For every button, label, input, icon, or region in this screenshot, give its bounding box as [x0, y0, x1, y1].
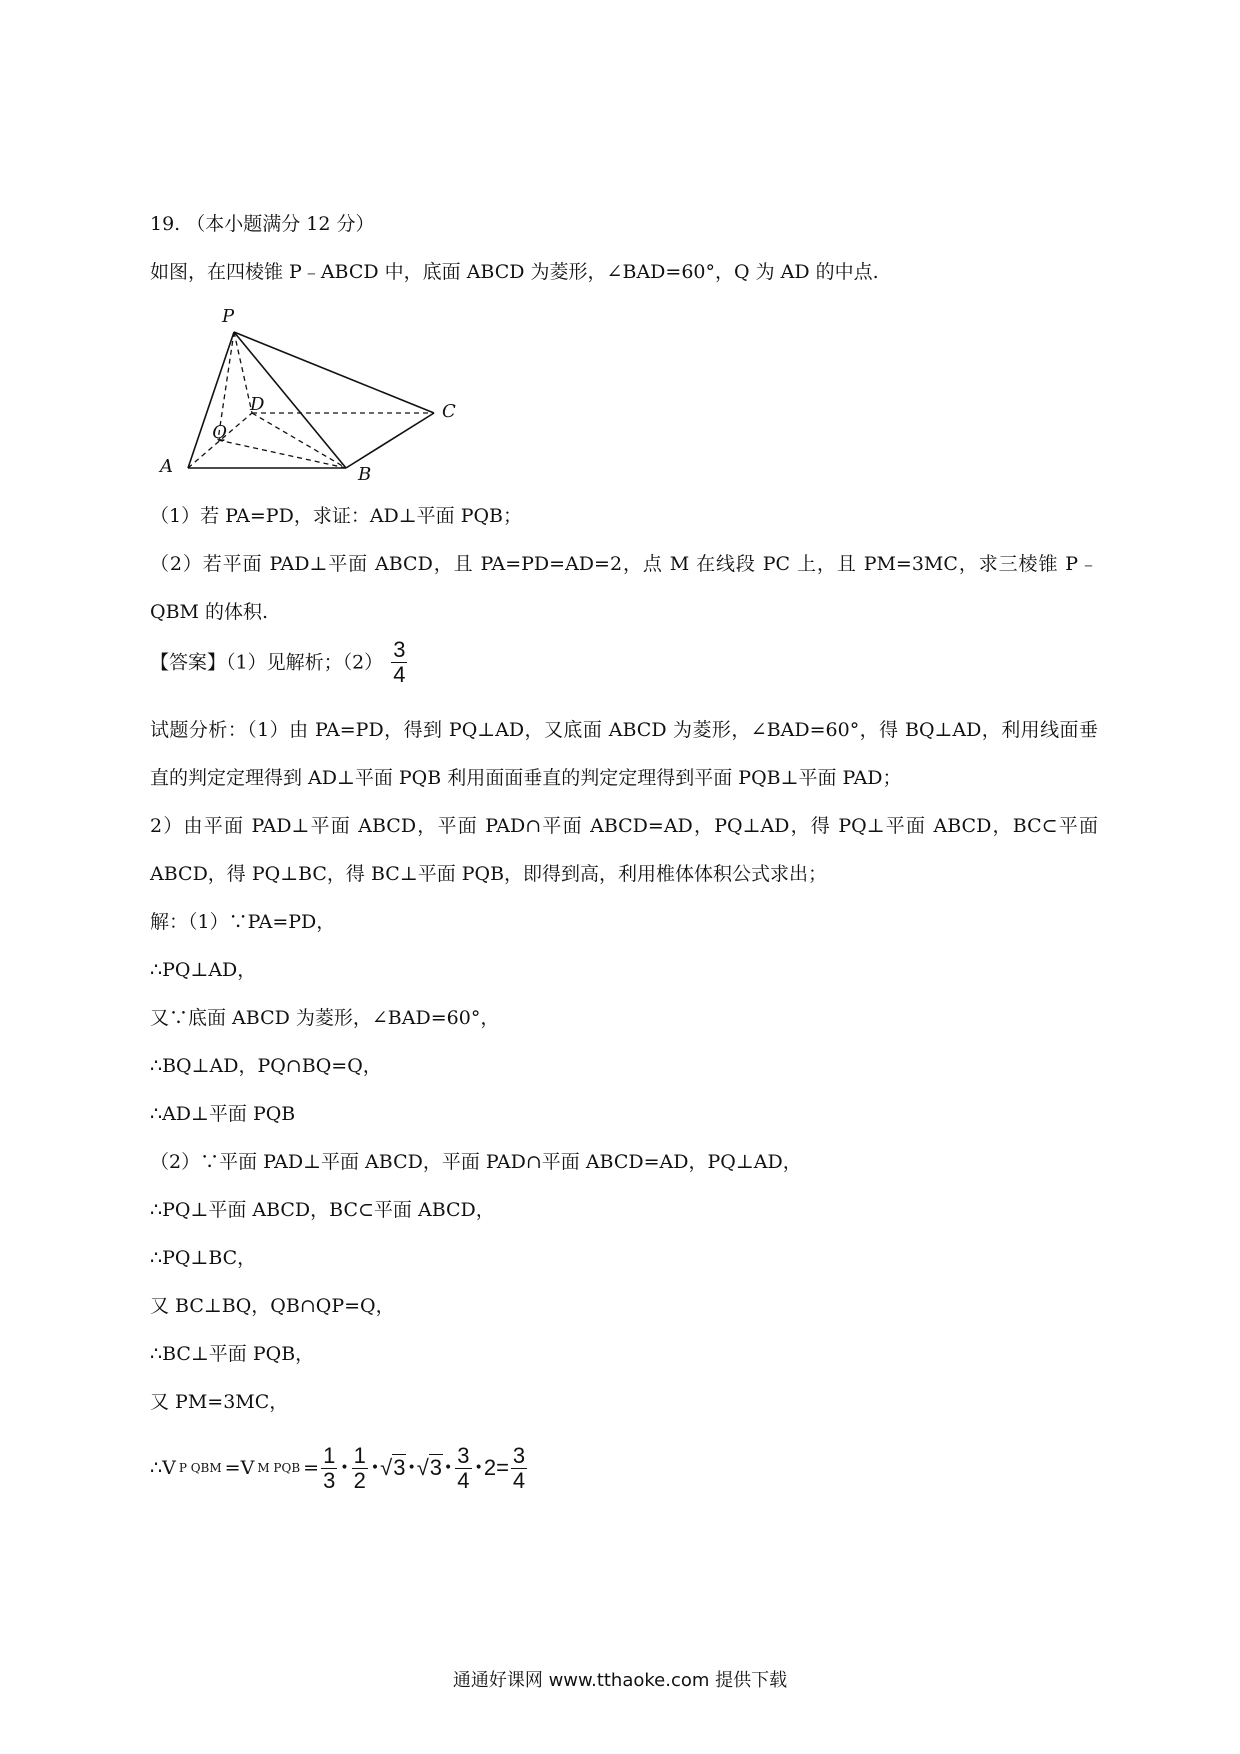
- formula-eq-3: =: [496, 1455, 509, 1480]
- volume-formula: [150, 1438, 529, 1498]
- formula-dot-4: •: [444, 1460, 453, 1476]
- answer-frac-den: 4: [393, 662, 406, 687]
- sqrt-radicand: 3: [429, 1455, 443, 1480]
- vertex-label-c: C: [442, 401, 456, 422]
- vertex-label-p: P: [222, 306, 235, 327]
- answer-line: [150, 638, 409, 687]
- solution-line-4: ∴BQ⊥AD，PQ∩BQ=Q，: [150, 1055, 382, 1077]
- sqrt-sign: √: [380, 1455, 393, 1480]
- analysis-para-1: 试题分析：（1）由 PA=PD，得到 PQ⊥AD，又底面 ABCD 为菱形，∠BAD=60°，得 BQ⊥AD，利用线面垂直的判定定理得到 AD⊥平面 PQB 利用面面垂直的判定定理得到平面 PQB⊥平面 PAD；: [150, 719, 1098, 789]
- solution-line-9: 又 BC⊥BQ，QB∩QP=Q，: [150, 1295, 395, 1317]
- solution-line-10: ∴BC⊥平面 PQB，: [150, 1343, 315, 1365]
- solution-line-7: ∴PQ⊥平面 ABCD，BC⊂平面 ABCD，: [150, 1199, 495, 1221]
- formula-two: 2: [483, 1455, 497, 1480]
- formula-frac-1-num: 1: [323, 1442, 336, 1468]
- formula-dot-3: •: [407, 1460, 416, 1476]
- formula-frac-1-den: 3: [323, 1467, 336, 1493]
- formula-frac-2-num: 1: [353, 1442, 366, 1468]
- solution-line-6: （2）∵平面 PAD⊥平面 ABCD，平面 PAD∩平面 ABCD=AD，PQ⊥AD，: [150, 1151, 802, 1173]
- page-footer: 通通好课网 www.tthaoke.com 提供下载: [452, 1670, 788, 1691]
- formula-dot-2: •: [370, 1460, 380, 1476]
- formula-sqrt-2: [417, 1456, 443, 1480]
- formula-frac-4: [511, 1444, 527, 1493]
- formula-sub-1: P QBM: [178, 1461, 222, 1475]
- vertex-label-a: A: [160, 456, 173, 477]
- solution-line-2: ∴PQ⊥AD，: [150, 959, 257, 981]
- vertex-label-d: D: [250, 394, 265, 415]
- formula-dot-1: •: [340, 1460, 349, 1476]
- answer-frac-num: 3: [393, 637, 406, 662]
- solution-line-11: 又 PM=3MC，: [150, 1391, 289, 1413]
- analysis-para-2: 2）由平面 PAD⊥平面 ABCD，平面 PAD∩平面 ABCD=AD，PQ⊥AD，得 PQ⊥平面 ABCD，BC⊂平面 ABCD，得 PQ⊥BC，得 BC⊥平面 PQB，即得到高，利用椎体体积公式求出；: [150, 815, 1098, 885]
- answer-prefix: 【答案】（1）见解析；（2）: [150, 651, 384, 674]
- solution-line-1: 解：（1）∵PA=PD，: [150, 911, 336, 933]
- solution-line-8: ∴PQ⊥BC，: [150, 1247, 257, 1269]
- solution-line-3: 又∵底面 ABCD 为菱形，∠BAD=60°，: [150, 1007, 500, 1029]
- formula-eq-2: =: [303, 1457, 320, 1479]
- formula-frac-3-den: 4: [457, 1467, 470, 1493]
- solution-line-5: ∴AD⊥平面 PQB: [150, 1103, 296, 1125]
- problem-statement: 如图，在四棱锥 P﹣ABCD 中，底面 ABCD 为菱形，∠BAD=60°，Q 为 AD 的中点.: [150, 261, 879, 283]
- sqrt-sign: √: [416, 1455, 429, 1480]
- formula-dot-5: •: [474, 1460, 483, 1476]
- formula-frac-2: [352, 1444, 368, 1493]
- pyramid-figure: [150, 300, 470, 490]
- sqrt-radicand: 3: [393, 1455, 406, 1480]
- problem-header: 19. （本小题满分 12 分）: [150, 213, 375, 235]
- formula-sub-2: M PQB: [257, 1461, 301, 1475]
- formula-lead: ∴V: [150, 1457, 176, 1479]
- problem-part1: （1）若 PA=PD，求证：AD⊥平面 PQB；: [150, 505, 523, 527]
- answer-fraction: [391, 638, 407, 687]
- formula-frac-3-num: 3: [457, 1442, 470, 1468]
- formula-frac-4-den: 4: [512, 1467, 526, 1493]
- vertex-label-b: B: [358, 464, 372, 485]
- formula-frac-1: [321, 1444, 337, 1493]
- formula-sqrt-1: [380, 1456, 406, 1480]
- formula-frac-4-num: 3: [512, 1442, 526, 1468]
- formula-frac-2-den: 2: [353, 1467, 366, 1493]
- formula-eq: =V: [224, 1457, 255, 1479]
- formula-frac-3: [455, 1444, 471, 1493]
- vertex-label-q: Q: [212, 422, 227, 443]
- problem-part2: （2）若平面 PAD⊥平面 ABCD，且 PA=PD=AD=2，点 M 在线段 PC 上，且 PM=3MC，求三棱锥 P﹣QBM 的体积.: [150, 553, 1098, 623]
